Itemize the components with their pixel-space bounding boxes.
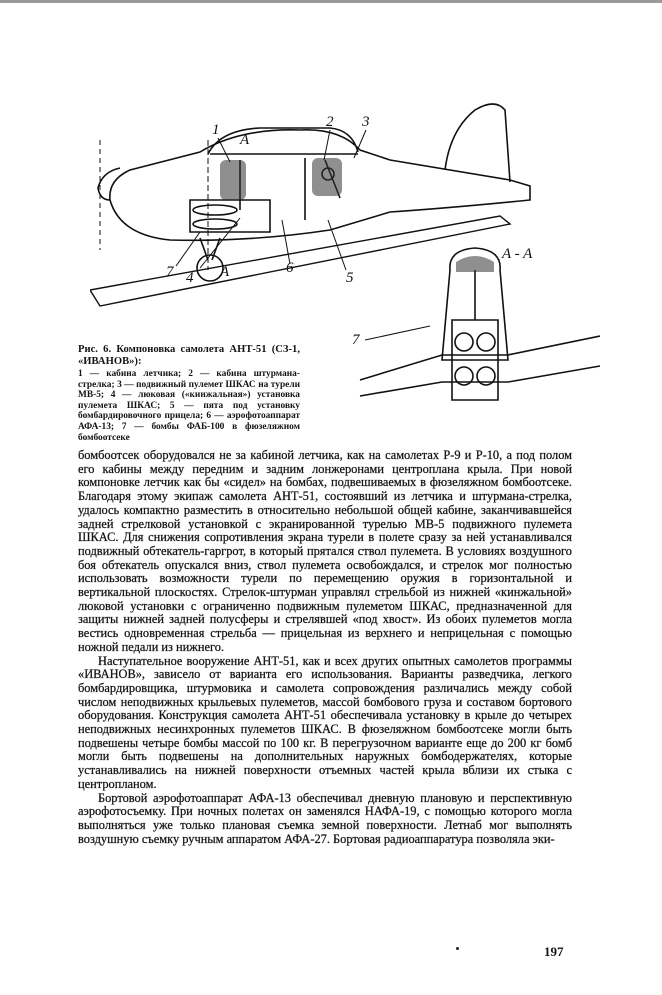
page-mark bbox=[456, 947, 459, 950]
section-mark-bottom: A bbox=[220, 264, 230, 280]
paragraph-2: Наступательное вооружение АНТ-51, как и всех других опытных самолетов программы «ИВАНОВ», зависело от варианта его использования. Варианты разведчика, легкого бомбардировщика, штурмовика и самолета сопровождения различались между собой числом неподвижных крыльевых пулеметов, массой бомбового груза и составом бортового оборудования. Конструкция самолета АНТ-51 обеспечивала установку в крыле до четырех неподвижных несинхронных пулеметов ШКАС. В фюзеляжном бомбоотсеке могли быть подвешены четыре бомбы массой по 100 кг. В перегрузочном варианте еще до 200 кг бомб могли быть подвешены на дополнительных наружных бомбодержателях, которые устанавливались на нижней поверхности отъемных частей крыла вблизи их стыка с центропланом. bbox=[78, 653, 572, 791]
figure-caption bbox=[78, 344, 300, 443]
callout-7-section: 7 bbox=[352, 332, 360, 348]
callout-4: 4 bbox=[186, 270, 194, 286]
callout-1: 1 bbox=[212, 122, 220, 138]
caption-legend: 1 — кабина летчика; 2 — кабина штурмана-стрелка; 3 — подвижный пулемет ШКАС на турели МВ-5; 4 — люковая («кинжальная») установка пулемета ШКАС; 5 — пята под установку бомбардировочного прицела; 6 — аэрофотоаппарат АФА-13; 7 — бомбы ФАБ-100 в фюзеляжном бомбоотсеке bbox=[78, 369, 300, 443]
caption-title: Рис. 6. Компоновка самолета АНТ-51 (СЗ-1, «ИВАНОВ»): bbox=[78, 344, 300, 367]
callout-5: 5 bbox=[346, 270, 354, 286]
section-title: A - A bbox=[502, 246, 533, 262]
callout-2: 2 bbox=[326, 114, 334, 130]
section-mark-top: A bbox=[240, 132, 250, 148]
callout-7-side: 7 bbox=[166, 264, 174, 280]
top-border bbox=[0, 0, 662, 3]
callout-3: 3 bbox=[362, 114, 370, 130]
page-number: 197 bbox=[544, 944, 564, 959]
paragraph-3: Бортовой аэрофотоаппарат АФА-13 обеспечивал дневную плановую и перспективную аэрофотосъемку. При ночных полетах он заменялся НАФА-19, с помощью которого могла выполняться уже только плановая съемка земной поверхности. Летнаб мог выполнять воздушную съемку ручным аппаратом АФА-27. Бортовая радиоаппаратура позволяла эки- bbox=[78, 790, 572, 846]
body-text bbox=[78, 449, 572, 846]
callout-6: 6 bbox=[286, 260, 294, 276]
paragraph-1: бомбоотсек оборудовался не за кабиной летчика, как на самолетах Р-9 и Р-10, а под полом его кабины между передним и задним лонжеронами центроплана крыла. При новой компоновке летчик как бы «сидел» на бомбах, подвешиваемых в фюзеляжном бомбоотсеке. Благодаря этому экипаж самолета АНТ-51, состоявший из летчика и штурмана-стрелка, удалось компактно разместить в относительно небольшой общей кабине, заканчивавшейся задней стрелковой установкой с экранированной турелью МВ-5 подвижного пулемета ШКАС. Для снижения сопротивления экрана турели в полете сразу за ней устанавливался подвижный обтекатель-гаргрот, в который прятался ствол пулемета. В условиях воздушного боя обтекатель опускался вниз, ствол пулемета освобождался, и стрелок мог полностью использовать возможности турели по перемещению оружия в горизонтальной и вертикальной плоскостях. Стрелок-штурман управлял стрельбой из нижней «кинжальной» люковой установки с ограниченно подвижным пулеметом ШКАС, предназначенной для защиты нижней задней полусферы и стрелявшей «под хвост». Из обоих пулеметов могла вестись одновременная стрельба — прицельная из верхнего и неприцельная с помощью ножной педали из нижнего. bbox=[78, 448, 572, 654]
